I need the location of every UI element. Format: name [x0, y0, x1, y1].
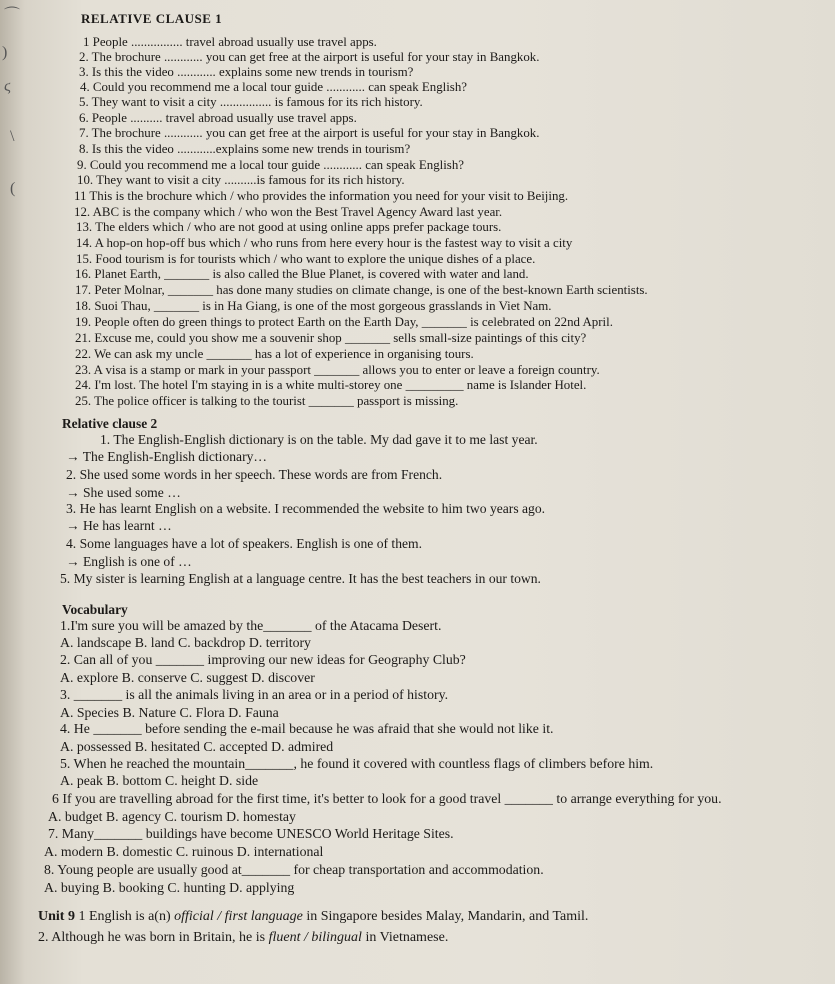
- exercise-line-15: 15. Food tourism is for tourists which / who want to explore the unique dishes of a place.: [76, 252, 536, 266]
- margin-pen-mark: ): [2, 44, 8, 61]
- exercise-line-4: 4. Could you recommend me a local tour guide ............ can speak English?: [80, 80, 467, 94]
- exercise-line-3: 3. Is this the video ............ explains some new trends in tourism?: [79, 65, 414, 79]
- vocab-line-10: A. peak B. bottom C. height D. side: [60, 773, 259, 788]
- vocab-line-7: 4. He _______ before sending the e-mail because he was afraid that she would not like it.: [60, 721, 554, 736]
- rewrite-line-4: → She used some …: [66, 485, 181, 500]
- vocab-line-9: 5. When he reached the mountain_______, he found it covered with countless flags of climbers before him.: [60, 756, 654, 771]
- exercise-line-11: 11 This is the brochure which / who provides the information you need for your visit to Beijing.: [74, 189, 569, 203]
- vocab-line-16: A. buying B. booking C. hunting D. applying: [44, 880, 295, 895]
- vocab-line-14: A. modern B. domestic C. ruinous D. international: [44, 844, 324, 859]
- section-title-vocabulary: Vocabulary: [62, 602, 128, 617]
- section-title-relative-clause-2: Relative clause 2: [62, 416, 158, 431]
- exercise-line-18: 18. Suoi Thau, _______ is in Ha Giang, is one of the most gorgeous grasslands in Viet Nam.: [75, 299, 552, 313]
- rewrite-line-3: 2. She used some words in her speech. These words are from French.: [66, 467, 443, 482]
- exercise-line-10: 10. They want to visit a city ..........is famous for its rich history.: [77, 173, 405, 187]
- exercise-line-13: 13. The elders which / who are not good at using online apps prefer package tours.: [76, 220, 502, 234]
- vocab-line-2: A. landscape B. land C. backdrop D. territory: [60, 635, 311, 650]
- vocab-line-8: A. possessed B. hesitated C. accepted D. admired: [60, 739, 334, 754]
- exercise-line-20: 21. Excuse me, could you show me a souvenir shop _______ sells small-size paintings of this city?: [75, 331, 587, 345]
- vocab-line-3: 2. Can all of you _______ improving our new ideas for Geography Club?: [60, 652, 466, 667]
- exercise-line-19: 19. People often do green things to protect Earth on the Earth Day, _______ is celebrated on 22nd April.: [75, 315, 613, 329]
- exercise-line-14: 14. A hop-on hop-off bus which / who runs from here every hour is the fastest way to visit a city: [76, 236, 573, 250]
- exercise-line-23: 24. I'm lost. The hotel I'm staying in is a white multi-storey one _________ name is Islander Hotel.: [75, 378, 587, 392]
- rewrite-line-6: → He has learnt …: [66, 518, 172, 533]
- exercise-line-6: 6. People .......... travel abroad usually use travel apps.: [79, 111, 357, 125]
- margin-pen-mark: ϛ: [4, 78, 11, 95]
- vocab-line-12: A. budget B. agency C. tourism D. homestay: [48, 809, 296, 824]
- exercise-line-22: 23. A visa is a stamp or mark in your passport _______ allows you to enter or leave a foreign country.: [75, 363, 600, 377]
- exercise-line-16: 16. Planet Earth, _______ is also called the Blue Planet, is covered with water and land.: [75, 267, 529, 281]
- page-title: RELATIVE CLAUSE 1: [81, 11, 223, 26]
- rewrite-line-2: → The English-English dictionary…: [66, 449, 267, 464]
- rewrite-line-9: 5. My sister is learning English at a language centre. It has the best teachers in our town.: [60, 571, 541, 586]
- vocab-line-15: 8. Young people are usually good at_______ for cheap transportation and accommodation.: [44, 862, 544, 877]
- vocab-line-6: A. Species B. Nature C. Flora D. Fauna: [60, 705, 279, 720]
- exercise-line-9: 9. Could you recommend me a local tour guide ............ can speak English?: [77, 158, 464, 172]
- exercise-line-7: 7. The brochure ............ you can get free at the airport is useful for your stay in Bangkok.: [79, 126, 540, 140]
- margin-pen-mark: ⌒: [4, 7, 21, 24]
- exercise-line-2: 2. The brochure ............ you can get free at the airport is useful for your stay in Bangkok.: [79, 50, 540, 64]
- unit9-question-1: Unit 9 1 English is a(n) official / first language in Singapore besides Malay, Mandarin, and Tamil.: [38, 909, 589, 924]
- vocab-line-11: 6 If you are travelling abroad for the first time, it's better to look for a good travel _______ to arrange everything for you.: [52, 791, 722, 806]
- exercise-line-17: 17. Peter Molnar, _______ has done many studies on climate change, is one of the best-known Earth scientists.: [75, 283, 648, 297]
- unit9-question-2: 2. Although he was born in Britain, he is fluent / bilingual in Vietnamese.: [38, 930, 449, 945]
- rewrite-line-7: 4. Some languages have a lot of speakers. English is one of them.: [66, 536, 422, 551]
- exercise-line-5: 5. They want to visit a city ................ is famous for its rich history.: [79, 95, 423, 109]
- rewrite-line-1: 1. The English-English dictionary is on the table. My dad gave it to me last year.: [100, 432, 538, 447]
- vocab-line-5: 3. _______ is all the animals living in an area or in a period of history.: [60, 687, 449, 702]
- rewrite-line-5: 3. He has learnt English on a website. I recommended the website to him two years ago.: [66, 501, 546, 516]
- exercise-line-24: 25. The police officer is talking to the tourist _______ passport is missing.: [75, 394, 459, 408]
- rewrite-line-8: → English is one of …: [66, 554, 192, 569]
- exercise-line-8: 8. Is this the video ............explains some new trends in tourism?: [79, 142, 411, 156]
- unit9-label: Unit 9: [38, 909, 75, 924]
- exercise-line-1: 1 People ................ travel abroad usually use travel apps.: [83, 35, 377, 49]
- vocab-line-4: A. explore B. conserve C. suggest D. discover: [60, 670, 315, 685]
- margin-pen-mark: \: [10, 128, 15, 145]
- exercise-line-21: 22. We can ask my uncle _______ has a lot of experience in organising tours.: [75, 347, 474, 361]
- vocab-line-1: 1.I'm sure you will be amazed by the_______ of the Atacama Desert.: [60, 618, 442, 633]
- margin-pen-mark: (: [10, 180, 16, 197]
- vocab-line-13: 7. Many_______ buildings have become UNESCO World Heritage Sites.: [48, 826, 454, 841]
- exercise-line-12: 12. ABC is the company which / who won the Best Travel Agency Award last year.: [74, 205, 503, 219]
